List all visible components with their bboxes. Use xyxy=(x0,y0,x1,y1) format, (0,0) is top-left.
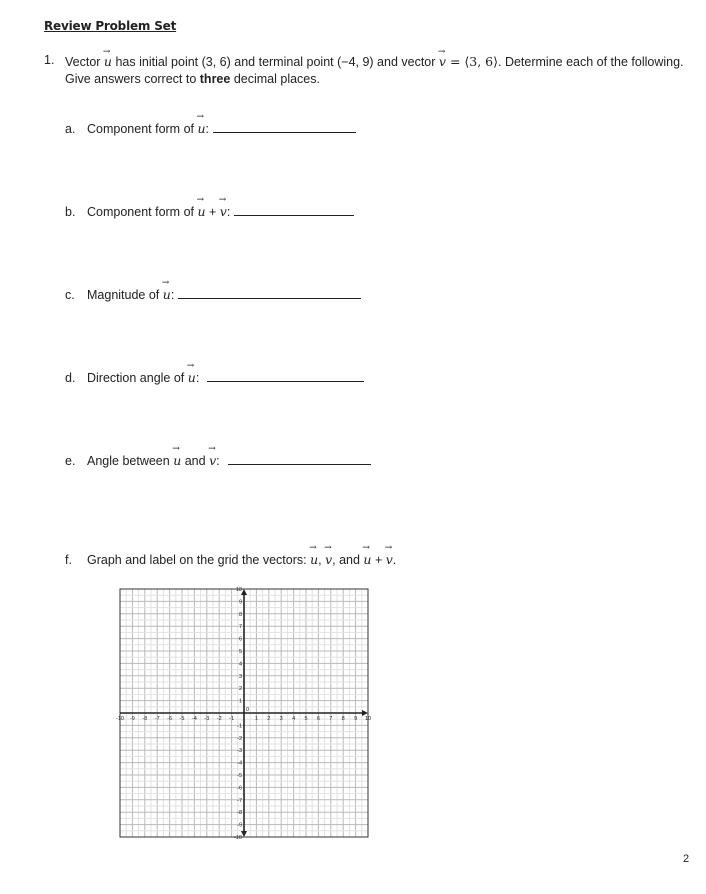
part-label: Graph and label on the grid the vectors: xyxy=(87,553,311,567)
intro-text: has initial point (3, 6) and terminal point (−4, 9) and vector xyxy=(111,55,439,69)
y-tick-label: 5 xyxy=(238,649,242,655)
vector-v: → v xyxy=(220,204,227,219)
x-tick-label: 3 xyxy=(279,716,283,722)
x-tick-label: -8 xyxy=(142,716,148,722)
x-tick-label: -1 xyxy=(229,716,235,722)
conjunction: and xyxy=(181,454,210,468)
x-tick-label: 2 xyxy=(267,716,271,722)
part-suffix: : xyxy=(226,205,231,219)
x-tick-label: 1 xyxy=(254,716,258,722)
vector-u: → u xyxy=(363,552,371,567)
x-tick-label: 9 xyxy=(354,716,358,722)
y-tick-label: -4 xyxy=(237,760,242,767)
part-suffix: : xyxy=(195,371,200,385)
x-tick-label: 6 xyxy=(316,716,320,722)
page-number: 2 xyxy=(683,853,690,865)
operator: + xyxy=(205,205,220,219)
separator: , xyxy=(318,553,326,567)
origin-label: 0 xyxy=(246,707,250,713)
y-tick-label: -5 xyxy=(237,773,242,779)
x-tick-label: -2 xyxy=(216,716,222,722)
y-tick-label: -7 xyxy=(237,797,242,804)
part-label: Magnitude of xyxy=(87,288,163,302)
x-tick-label: 10 xyxy=(364,716,372,722)
part-letter: b. xyxy=(65,205,76,219)
y-tick-label: -2 xyxy=(237,735,242,742)
emphasis-text: three xyxy=(199,72,231,86)
part-label: Component form of xyxy=(87,122,198,136)
vector-u: → u xyxy=(188,370,196,385)
page-title: Review Problem Set xyxy=(44,19,177,33)
part-letter: e. xyxy=(65,454,76,468)
x-tick-label: -7 xyxy=(154,716,160,722)
y-tick-label: -9 xyxy=(237,822,242,829)
x-tick-label: 4 xyxy=(292,716,296,722)
separator: , and xyxy=(332,553,364,567)
y-tick-label: -8 xyxy=(237,810,242,817)
y-tick-label: -3 xyxy=(237,748,242,755)
y-tick-label: 3 xyxy=(238,673,242,680)
x-tick-label: 8 xyxy=(341,716,345,722)
x-tick-label: -3 xyxy=(204,716,210,722)
intro-text: decimal places. xyxy=(230,72,320,86)
y-tick-label: 2 xyxy=(238,686,242,693)
part-label: Direction angle of xyxy=(87,371,188,385)
vector-u: → u xyxy=(104,53,112,70)
vector-u: → u xyxy=(310,552,318,567)
part-suffix: . xyxy=(392,553,397,567)
x-tick-label: 7 xyxy=(329,716,333,722)
vector-u: → u xyxy=(197,204,205,219)
y-tick-label: 6 xyxy=(238,636,242,643)
vector-v: → v xyxy=(439,53,446,70)
part-label: Angle between xyxy=(87,454,174,468)
part-letter: d. xyxy=(65,371,76,385)
part-letter: a. xyxy=(65,122,76,136)
y-tick-label: 10 xyxy=(235,587,242,593)
intro-text: . Determine each of the following. Give answers correct to xyxy=(65,55,684,86)
y-tick-label: 1 xyxy=(238,698,242,705)
part-suffix: : xyxy=(170,288,175,302)
vector-v-definition: = ⟨3, 6⟩ xyxy=(445,54,498,69)
x-tick-label: 5 xyxy=(304,716,308,722)
x-tick-label: -9 xyxy=(129,716,135,722)
part-suffix: : xyxy=(216,454,220,468)
y-tick-label: 4 xyxy=(238,661,242,668)
x-tick-label: -6 xyxy=(167,716,173,722)
vector-u: → u xyxy=(197,121,205,136)
vector-v: → v xyxy=(209,453,216,468)
y-tick-label: 9 xyxy=(238,599,242,606)
y-tick-label: 7 xyxy=(238,624,242,631)
intro-text: Vector xyxy=(65,55,104,69)
y-tick-label: -6 xyxy=(237,785,242,792)
vector-v: → v xyxy=(325,552,332,567)
operator: + xyxy=(371,553,386,567)
x-tick-label: -10 xyxy=(116,716,124,722)
vector-u: → u xyxy=(163,287,171,302)
part-letter: f. xyxy=(65,553,72,567)
vector-v: → v xyxy=(386,552,393,567)
part-label: Component form of xyxy=(87,205,198,219)
y-tick-label: 8 xyxy=(238,611,242,618)
x-tick-label: -5 xyxy=(179,716,185,722)
y-tick-label: -1 xyxy=(237,723,242,730)
question-number: 1. xyxy=(44,53,55,67)
part-suffix: : xyxy=(205,122,210,136)
y-tick-label: -10 xyxy=(234,835,242,841)
part-letter: c. xyxy=(65,288,75,302)
x-tick-label: -4 xyxy=(191,716,197,722)
vector-u: → u xyxy=(173,453,181,468)
